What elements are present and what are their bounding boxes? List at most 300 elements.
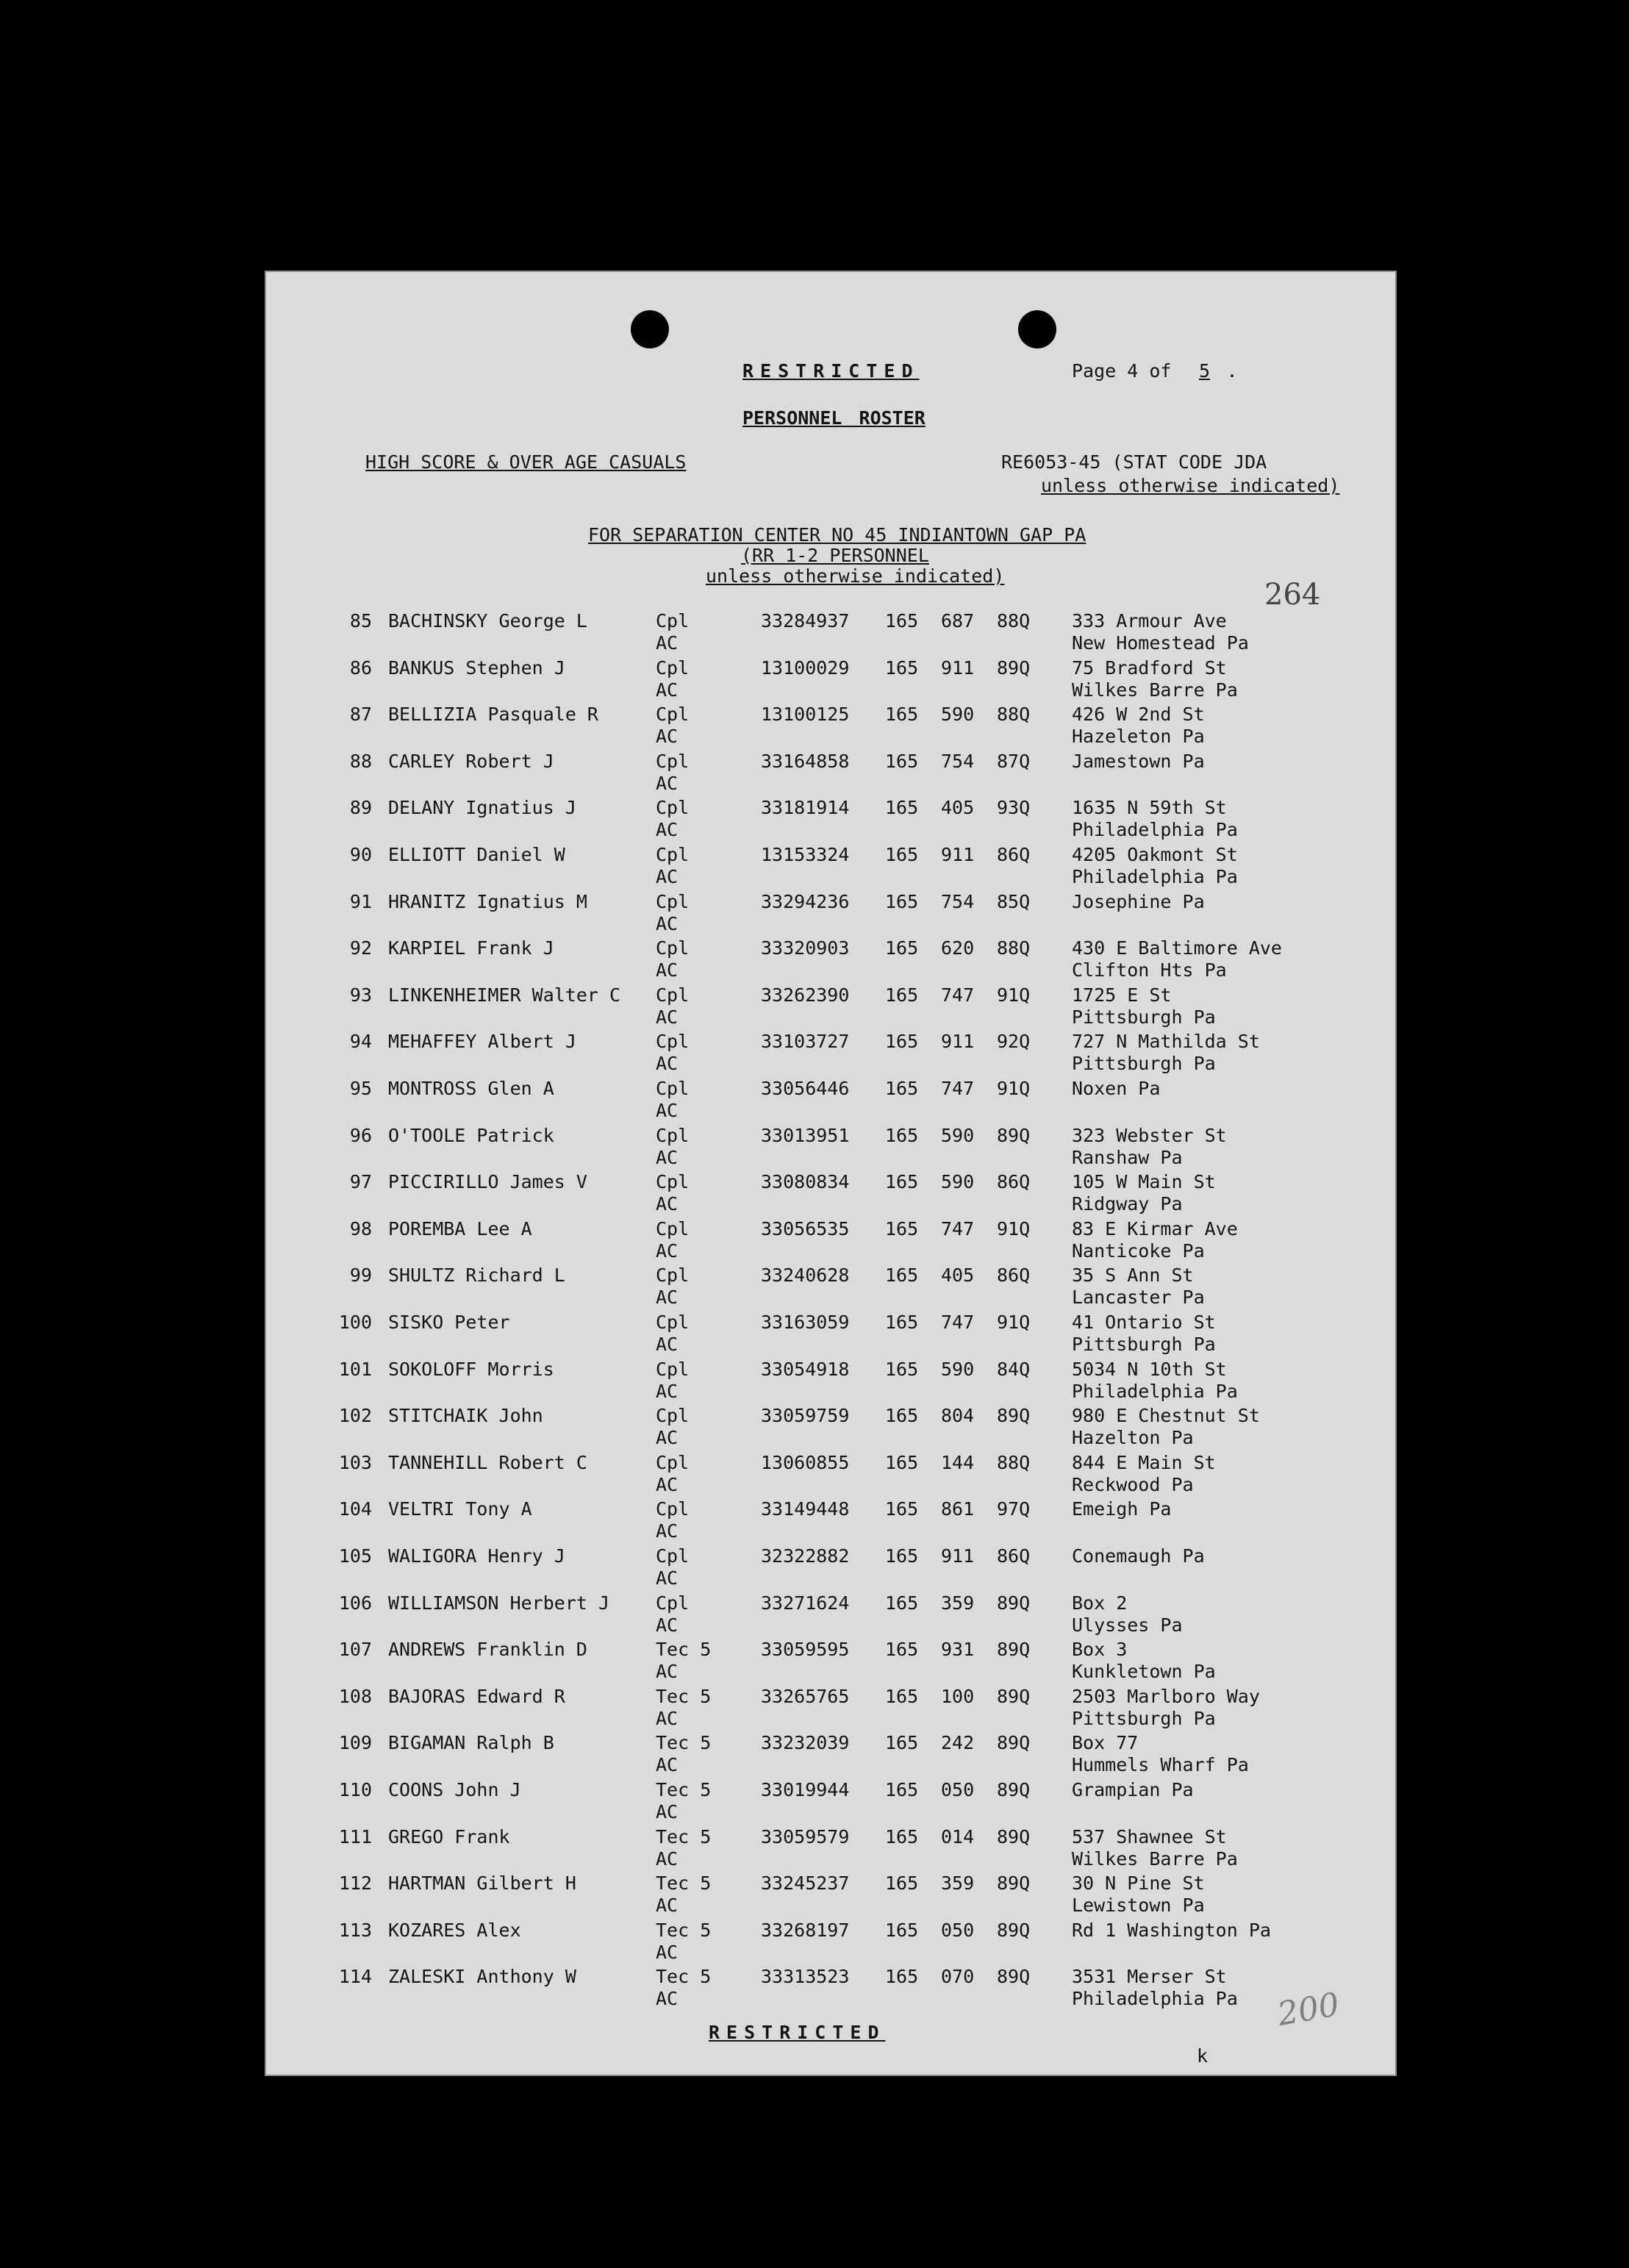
code-a: 165: [885, 1732, 919, 1754]
code-b: 014: [941, 1825, 975, 1847]
rank: Tec 5: [656, 1825, 712, 1847]
score-code: 88Q: [997, 610, 1031, 632]
rank: Cpl: [656, 1124, 690, 1146]
roster-row: [265, 1359, 1397, 1406]
code-b: 144: [941, 1451, 975, 1473]
serial-number: 33013951: [761, 1124, 850, 1146]
address-line-1: Jamestown Pa: [1072, 750, 1205, 772]
code-b: 804: [941, 1405, 975, 1427]
person-name: CARLEY Robert J: [388, 750, 554, 772]
roster-row: [265, 610, 1397, 657]
address-line-2: Lancaster Pa: [1072, 1287, 1205, 1309]
score-code: 89Q: [997, 657, 1031, 679]
code-a: 165: [885, 750, 919, 772]
roster-row: [265, 1592, 1397, 1639]
code-a: 165: [885, 1685, 919, 1707]
record-number: 103: [338, 1451, 372, 1473]
score-code: 86Q: [997, 1545, 1031, 1567]
serial-number: 13060855: [761, 1451, 850, 1473]
roster-row: [265, 704, 1397, 751]
person-name: HRANITZ Ignatius M: [388, 890, 587, 912]
address-line-2: Reckwood Pa: [1072, 1473, 1194, 1495]
address-line-2: Lewistown Pa: [1072, 1895, 1205, 1917]
address-line-1: Box 2: [1072, 1592, 1128, 1614]
rank: Cpl: [656, 1171, 690, 1193]
score-code: 89Q: [997, 1919, 1031, 1941]
roster-title: PERSONNEL ROSTER: [742, 407, 926, 429]
score-code: 86Q: [997, 1171, 1031, 1193]
record-number: 104: [338, 1498, 372, 1520]
serial-number: 33284937: [761, 610, 850, 632]
record-number: 88: [349, 750, 372, 772]
person-name: STITCHAIK John: [388, 1405, 543, 1427]
address-line-2: Philadelphia Pa: [1072, 1380, 1238, 1402]
code-a: 165: [885, 1124, 919, 1146]
serial-number: 33019944: [761, 1779, 850, 1800]
serial-number: 33245237: [761, 1872, 850, 1895]
rank: Cpl: [656, 1451, 690, 1473]
serial-number: 33232039: [761, 1732, 850, 1754]
record-number: 93: [349, 984, 372, 1006]
address-line-2: Pittsburgh Pa: [1072, 1006, 1216, 1028]
rank: Cpl: [656, 890, 690, 912]
address-line-2: Ridgway Pa: [1072, 1193, 1183, 1215]
code-b: 070: [941, 1966, 975, 1988]
roster-row: [265, 1171, 1397, 1218]
branch-code: AC: [656, 866, 679, 887]
serial-number: 33265765: [761, 1685, 850, 1707]
serial-number: 33240628: [761, 1264, 850, 1287]
code-b: 620: [941, 937, 975, 959]
roster-row: [265, 1312, 1397, 1359]
record-number: 111: [338, 1825, 372, 1847]
person-name: TANNEHILL Robert C: [388, 1451, 587, 1473]
person-name: KARPIEL Frank J: [388, 937, 554, 959]
record-number: 108: [338, 1685, 372, 1707]
score-code: 89Q: [997, 1732, 1031, 1754]
code-a: 165: [885, 797, 919, 819]
record-number: 91: [349, 890, 372, 912]
code-a: 165: [885, 1545, 919, 1567]
roster-row: [265, 1405, 1397, 1452]
address-line-2: Kunkletown Pa: [1072, 1661, 1216, 1683]
address-line-1: Emeigh Pa: [1072, 1498, 1172, 1520]
classification-header: RESTRICTED: [742, 360, 920, 382]
personnel-line: (RR 1-2 PERSONNEL: [741, 545, 929, 566]
serial-number: 33268197: [761, 1919, 850, 1941]
code-b: 050: [941, 1779, 975, 1800]
score-code: 91Q: [997, 984, 1031, 1006]
code-a: 165: [885, 704, 919, 726]
code-b: 590: [941, 704, 975, 726]
code-b: 754: [941, 890, 975, 912]
record-number: 106: [338, 1592, 372, 1614]
branch-code: AC: [656, 1146, 679, 1168]
code-a: 165: [885, 1498, 919, 1520]
rank: Cpl: [656, 1264, 690, 1287]
score-code: 88Q: [997, 1451, 1031, 1473]
score-code: 89Q: [997, 1779, 1031, 1800]
person-name: LINKENHEIMER Walter C: [388, 984, 621, 1006]
rank: Cpl: [656, 657, 690, 679]
code-a: 165: [885, 1825, 919, 1847]
score-code: 89Q: [997, 1966, 1031, 1988]
record-number: 100: [338, 1312, 372, 1333]
rank: Cpl: [656, 1217, 690, 1239]
serial-number: 33103727: [761, 1031, 850, 1053]
code-a: 165: [885, 1639, 919, 1661]
roster-row: [265, 984, 1397, 1031]
branch-code: AC: [656, 1707, 679, 1729]
branch-code: AC: [656, 1473, 679, 1495]
rank: Cpl: [656, 1545, 690, 1567]
person-name: BACHINSKY George L: [388, 610, 587, 632]
rank: Cpl: [656, 797, 690, 819]
branch-code: AC: [656, 912, 679, 934]
branch-code: AC: [656, 726, 679, 748]
code-b: 911: [941, 844, 975, 865]
branch-code: AC: [656, 959, 679, 981]
order-reference: RE6053-45 (STAT CODE JDA: [1001, 451, 1267, 473]
address-line-1: 35 S Ann St: [1072, 1264, 1194, 1287]
branch-code: AC: [656, 1053, 679, 1075]
person-name: KOZARES Alex: [388, 1919, 521, 1941]
score-code: 89Q: [997, 1592, 1031, 1614]
code-a: 165: [885, 1451, 919, 1473]
roster-row: [265, 1826, 1397, 1873]
branch-code: AC: [656, 679, 679, 701]
serial-number: 13100125: [761, 704, 850, 726]
person-name: BELLIZIA Pasquale R: [388, 704, 598, 726]
person-name: MEHAFFEY Albert J: [388, 1031, 576, 1053]
roster-row: [265, 891, 1397, 938]
code-b: 405: [941, 1264, 975, 1287]
score-code: 91Q: [997, 1217, 1031, 1239]
code-a: 165: [885, 890, 919, 912]
serial-number: 33271624: [761, 1592, 850, 1614]
branch-code: AC: [656, 819, 679, 841]
serial-number: 32322882: [761, 1545, 850, 1567]
person-name: GREGO Frank: [388, 1825, 510, 1847]
otherwise-indicated-line: unless otherwise indicated): [706, 565, 1005, 587]
code-b: 359: [941, 1872, 975, 1895]
address-line-1: 333 Armour Ave: [1072, 610, 1227, 632]
code-a: 165: [885, 1031, 919, 1053]
code-a: 165: [885, 1358, 919, 1380]
address-line-1: 41 Ontario St: [1072, 1312, 1216, 1333]
branch-code: AC: [656, 1239, 679, 1262]
rank: Cpl: [656, 1358, 690, 1380]
pencil-notation: 200: [1275, 1986, 1342, 2033]
code-b: 050: [941, 1919, 975, 1941]
address-line-2: Nanticoke Pa: [1072, 1239, 1205, 1262]
person-name: BIGAMAN Ralph B: [388, 1732, 554, 1754]
roster-row: [265, 1686, 1397, 1733]
serial-number: 33181914: [761, 797, 850, 819]
record-number: 99: [349, 1264, 372, 1287]
code-a: 165: [885, 984, 919, 1006]
address-line-2: Philadelphia Pa: [1072, 1988, 1238, 2010]
code-b: 911: [941, 1545, 975, 1567]
score-code: 89Q: [997, 1685, 1031, 1707]
code-b: 242: [941, 1732, 975, 1754]
code-b: 590: [941, 1358, 975, 1380]
serial-number: 33320903: [761, 937, 850, 959]
person-name: SOKOLOFF Morris: [388, 1358, 554, 1380]
address-line-1: 83 E Kirmar Ave: [1072, 1217, 1238, 1239]
person-name: HARTMAN Gilbert H: [388, 1872, 576, 1895]
group-title: HIGH SCORE & OVER AGE CASUALS: [365, 451, 687, 473]
branch-code: AC: [656, 1334, 679, 1355]
address-line-1: Box 77: [1072, 1732, 1139, 1754]
address-line-2: Hazelton Pa: [1072, 1427, 1194, 1449]
address-line-2: Pittsburgh Pa: [1072, 1707, 1216, 1729]
score-code: 91Q: [997, 1312, 1031, 1333]
record-number: 85: [349, 610, 372, 632]
code-b: 747: [941, 1312, 975, 1333]
address-line-1: 3531 Merser St: [1072, 1966, 1227, 1988]
person-name: POREMBA Lee A: [388, 1217, 532, 1239]
serial-number: 33056535: [761, 1217, 850, 1239]
address-line-2: Pittsburgh Pa: [1072, 1053, 1216, 1075]
score-code: 93Q: [997, 797, 1031, 819]
serial-number: 13100029: [761, 657, 850, 679]
rank: Tec 5: [656, 1732, 712, 1754]
score-code: 89Q: [997, 1639, 1031, 1661]
branch-code: AC: [656, 1193, 679, 1215]
code-a: 165: [885, 1872, 919, 1895]
serial-number: 33080834: [761, 1171, 850, 1193]
address-line-1: 1725 E St: [1072, 984, 1172, 1006]
score-code: 86Q: [997, 1264, 1031, 1287]
branch-code: AC: [656, 1801, 679, 1822]
roster-row: [265, 1125, 1397, 1172]
record-number: 110: [338, 1779, 372, 1800]
record-number: 101: [338, 1358, 372, 1380]
address-line-1: 323 Webster St: [1072, 1124, 1227, 1146]
page-total: 5: [1199, 360, 1211, 382]
person-name: ANDREWS Franklin D: [388, 1639, 587, 1661]
code-a: 165: [885, 1171, 919, 1193]
person-name: ZALESKI Anthony W: [388, 1966, 576, 1988]
rank: Cpl: [656, 750, 690, 772]
rank: Cpl: [656, 844, 690, 865]
code-b: 911: [941, 1031, 975, 1053]
branch-code: AC: [656, 1427, 679, 1449]
roster-row: [265, 1078, 1397, 1125]
record-number: 95: [349, 1078, 372, 1099]
address-line-1: 30 N Pine St: [1072, 1872, 1205, 1895]
score-code: 92Q: [997, 1031, 1031, 1053]
score-code: 86Q: [997, 844, 1031, 865]
address-line-2: Wilkes Barre Pa: [1072, 1847, 1238, 1870]
code-a: 165: [885, 937, 919, 959]
serial-number: 13153324: [761, 844, 850, 865]
punch-hole: [1018, 310, 1056, 348]
person-name: ELLIOTT Daniel W: [388, 844, 565, 865]
rank: Tec 5: [656, 1872, 712, 1895]
rank: Cpl: [656, 984, 690, 1006]
record-number: 114: [338, 1966, 372, 1988]
person-name: SHULTZ Richard L: [388, 1264, 565, 1287]
code-a: 165: [885, 1592, 919, 1614]
code-a: 165: [885, 1779, 919, 1800]
branch-code: AC: [656, 1661, 679, 1683]
record-number: 87: [349, 704, 372, 726]
code-a: 165: [885, 1966, 919, 1988]
serial-number: 33262390: [761, 984, 850, 1006]
person-name: SISKO Peter: [388, 1312, 510, 1333]
code-b: 861: [941, 1498, 975, 1520]
branch-code: AC: [656, 1941, 679, 1963]
page-label-text: Page 4 of: [1072, 360, 1172, 382]
roster-row: [265, 1452, 1397, 1499]
serial-number: 33313523: [761, 1966, 850, 1988]
roster-row: [265, 1031, 1397, 1078]
address-line-1: Josephine Pa: [1072, 890, 1205, 912]
rank: Cpl: [656, 704, 690, 726]
roster-row: [265, 1779, 1397, 1826]
record-number: 98: [349, 1217, 372, 1239]
code-a: 165: [885, 610, 919, 632]
score-code: 88Q: [997, 937, 1031, 959]
code-b: 100: [941, 1685, 975, 1707]
roster-row: [265, 1920, 1397, 1967]
person-name: WALIGORA Henry J: [388, 1545, 565, 1567]
rank: Tec 5: [656, 1685, 712, 1707]
address-line-1: 430 E Baltimore Ave: [1072, 937, 1282, 959]
rank: Cpl: [656, 1031, 690, 1053]
address-line-2: Wilkes Barre Pa: [1072, 679, 1238, 701]
serial-number: 33059579: [761, 1825, 850, 1847]
address-line-1: 75 Bradford St: [1072, 657, 1227, 679]
serial-number: 33149448: [761, 1498, 850, 1520]
person-name: PICCIRILLO James V: [388, 1171, 587, 1193]
serial-number: 33294236: [761, 890, 850, 912]
code-a: 165: [885, 1264, 919, 1287]
address-line-1: 1635 N 59th St: [1072, 797, 1227, 819]
rank: Cpl: [656, 1592, 690, 1614]
code-a: 165: [885, 1078, 919, 1099]
rank: Cpl: [656, 937, 690, 959]
roster-row: [265, 937, 1397, 984]
score-code: 84Q: [997, 1358, 1031, 1380]
branch-code: AC: [656, 1520, 679, 1542]
address-line-1: Conemaugh Pa: [1072, 1545, 1205, 1567]
address-line-2: Ulysses Pa: [1072, 1614, 1183, 1636]
rank: Tec 5: [656, 1966, 712, 1988]
score-code: 89Q: [997, 1872, 1031, 1895]
stamp-number: 264: [1264, 578, 1321, 612]
record-number: 86: [349, 657, 372, 679]
person-name: DELANY Ignatius J: [388, 797, 576, 819]
code-a: 165: [885, 1217, 919, 1239]
code-b: 359: [941, 1592, 975, 1614]
branch-code: AC: [656, 1988, 679, 2010]
address-line-2: Philadelphia Pa: [1072, 819, 1238, 841]
code-a: 165: [885, 844, 919, 865]
score-code: 85Q: [997, 890, 1031, 912]
record-number: 107: [338, 1639, 372, 1661]
code-a: 165: [885, 1405, 919, 1427]
score-code: 89Q: [997, 1405, 1031, 1427]
address-line-1: 727 N Mathilda St: [1072, 1031, 1260, 1053]
address-line-2: Ranshaw Pa: [1072, 1146, 1183, 1168]
branch-code: AC: [656, 1895, 679, 1917]
code-b: 747: [941, 1217, 975, 1239]
address-line-2: Hummels Wharf Pa: [1072, 1754, 1249, 1776]
record-number: 90: [349, 844, 372, 865]
serial-number: 33059759: [761, 1405, 850, 1427]
score-code: 91Q: [997, 1078, 1031, 1099]
typist-initial: k: [1197, 2045, 1209, 2067]
branch-code: AC: [656, 1614, 679, 1636]
address-line-1: 2503 Marlboro Way: [1072, 1685, 1260, 1707]
address-line-1: 426 W 2nd St: [1072, 704, 1205, 726]
branch-code: AC: [656, 1380, 679, 1402]
person-name: BAJORAS Edward R: [388, 1685, 565, 1707]
rank: Cpl: [656, 1498, 690, 1520]
record-number: 92: [349, 937, 372, 959]
branch-code: AC: [656, 1100, 679, 1121]
record-number: 89: [349, 797, 372, 819]
code-b: 590: [941, 1124, 975, 1146]
address-line-1: 844 E Main St: [1072, 1451, 1216, 1473]
code-b: 747: [941, 1078, 975, 1099]
address-line-1: Box 3: [1072, 1639, 1128, 1661]
person-name: WILLIAMSON Herbert J: [388, 1592, 610, 1614]
code-b: 405: [941, 797, 975, 819]
record-number: 113: [338, 1919, 372, 1941]
rank: Tec 5: [656, 1639, 712, 1661]
address-line-1: 5034 N 10th St: [1072, 1358, 1227, 1380]
serial-number: 33164858: [761, 750, 850, 772]
code-b: 590: [941, 1171, 975, 1193]
branch-code: AC: [656, 1287, 679, 1309]
serial-number: 33054918: [761, 1358, 850, 1380]
address-line-2: Philadelphia Pa: [1072, 866, 1238, 887]
branch-code: AC: [656, 632, 679, 654]
rank: Cpl: [656, 1405, 690, 1427]
serial-number: 33059595: [761, 1639, 850, 1661]
serial-number: 33163059: [761, 1312, 850, 1333]
roster-row: [265, 797, 1397, 844]
serial-number: 33056446: [761, 1078, 850, 1099]
code-a: 165: [885, 1919, 919, 1941]
address-line-1: 4205 Oakmont St: [1072, 844, 1238, 865]
roster-row: [265, 751, 1397, 798]
roster-row: [265, 657, 1397, 704]
separation-center-line: FOR SEPARATION CENTER NO 45 INDIANTOWN GAP PA: [588, 524, 1086, 545]
rank: Cpl: [656, 1312, 690, 1333]
punch-hole: [631, 310, 669, 348]
roster-row: [265, 1545, 1397, 1592]
record-number: 97: [349, 1171, 372, 1193]
record-number: 94: [349, 1031, 372, 1053]
record-number: 96: [349, 1124, 372, 1146]
roster-row: [265, 1732, 1397, 1779]
address-line-1: 980 E Chestnut St: [1072, 1405, 1260, 1427]
order-reference-note: unless otherwise indicated): [1041, 475, 1340, 496]
roster-row: [265, 1966, 1397, 2013]
record-number: 102: [338, 1405, 372, 1427]
branch-code: AC: [656, 1567, 679, 1589]
code-a: 165: [885, 1312, 919, 1333]
roster-row: [265, 1264, 1397, 1312]
code-b: 754: [941, 750, 975, 772]
classification-footer: RESTRICTED: [709, 2022, 886, 2043]
score-code: 97Q: [997, 1498, 1031, 1520]
